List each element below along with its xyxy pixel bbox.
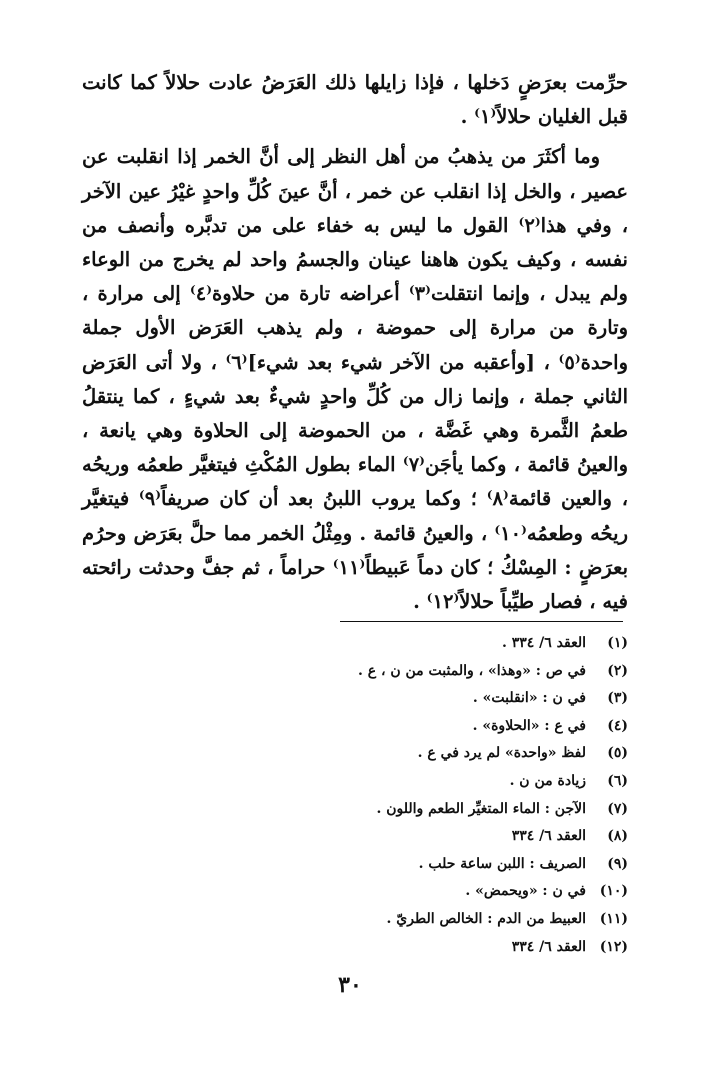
footnote — [300, 658, 628, 686]
footnote-text: في ن : «انقلبت» . — [472, 690, 586, 707]
footnote-text: في ع : «الحلاوة» . — [472, 717, 586, 734]
footnote-number: (١) — [607, 635, 628, 651]
footnote — [300, 796, 628, 824]
footnote-number: (٨) — [607, 828, 628, 845]
footnote-number: (٧) — [607, 800, 628, 817]
footnote-number: (٦) — [607, 772, 628, 789]
footnote-number: (٩) — [607, 855, 628, 872]
footnote — [300, 713, 628, 741]
footnote-text: العبيط من الدم : الخالص الطريّ . — [386, 910, 586, 927]
footnote — [300, 934, 628, 962]
footnote — [300, 740, 628, 768]
footnote-number: (١٢) — [599, 938, 628, 955]
footnote-number: (١٠) — [599, 883, 628, 900]
footnote-number: (٢) — [607, 662, 628, 679]
footnote-text: في ن : «ويحمض» . — [465, 883, 586, 900]
footnote-text: في ص : «وهذا» ، والمثبت من ن ، ع . — [358, 662, 586, 679]
footnote-text: الصريف : اللبن ساعة حلب . — [418, 855, 586, 872]
footnote-text: لفظ «واحدة» لم يرد في ع . — [417, 745, 586, 762]
page-number: ٣٠ — [338, 972, 362, 998]
footnote-number: (٤) — [607, 717, 628, 734]
footnote-number: (٥) — [607, 745, 628, 762]
footnotes — [300, 630, 628, 961]
paragraph-2: وما أكثَرَ من يذهبُ من أهل النظر إلى أنَّ الخمر إذا انقلبت عن عصير ، والخل إذا انقلب عن خمر ، أنَّ عينَ كُلِّ واحدٍ غيْرُ عين الآخر ، وفي هذا⁽٢⁾ القول ما ليس به خفاء على من تدبَّره وأنصف من نفسه ، وكيف يكون هاهنا عينان والجسمُ واحد لم يخرج من الوعاء ولم يبدل ، وإنما انتقلت⁽٣⁾ أعراضه تارة من حلاوة⁽٤⁾ إلى مرارة ، وتارة من مرارة إلى حموضة ، ولم يذهب العَرَض الأول جملة واحدة⁽٥⁾ ، [وأعقبه من الآخر شيء بعد شيء]⁽٦⁾ ، ولا أتى العَرَض الثاني جملة ، وإنما زال من كُلِّ واحدٍ شيءٌ بعد شيءٍ ، كما ينتقلُ طعمُ الثَّمرة وهي غَضَّة ، من الحموضة إلى الحلاوة وهي يانعة ، والعينُ قائمة ، وكما يأجَن⁽٧⁾ الماء بطول المُكْثِ فيتغيَّر طعمُه وريحُه ، والعين قائمة⁽٨⁾ ؛ وكما يروب اللبنُ بعد أن كان صريفاً⁽٩⁾ فيتغيَّر ريحُه وطعمُه⁽١٠⁾ ، والعينُ قائمة . ومِثْلُ الخمر مما حلَّ بعَرَض وحرُم بعرَضٍ : المِسْكُ ؛ كان دماً عَبيطاً⁽١١⁾ حراماً ، ثم جفَّ وحدثت رائحته فيه ، فصار طيِّباً حلالاً⁽١٢⁾ . — [82, 145, 629, 614]
footnote-number: (١١) — [599, 910, 628, 927]
footnote-text: زيادة من ن . — [509, 772, 586, 789]
footnote — [300, 630, 628, 658]
footnote-text: العقد ٦/ ٣٣٤ . — [501, 635, 586, 651]
footnote — [300, 768, 628, 796]
main-text — [82, 66, 628, 619]
footnote-text: العقد ٦/ ٣٣٤ — [511, 828, 586, 845]
footnote — [300, 878, 628, 906]
footnote-text: الآجن : الماء المتغيِّر الطعم واللون . — [376, 800, 586, 817]
footnote-text: العقد ٦/ ٣٣٤ — [511, 938, 586, 955]
footnote — [300, 906, 628, 934]
footnote — [300, 685, 628, 713]
footnote — [300, 851, 628, 879]
footnote-separator — [340, 621, 623, 622]
footnote — [300, 823, 628, 851]
footnote-number: (٣) — [607, 690, 628, 707]
paragraph-1: حرِّمت بعرَضٍ دَخلها ، فإذا زايلها ذلك العَرَضُ عادت حلالاً كما كانت قبل الغليان حلالاً⁽١⁾ . — [82, 71, 628, 129]
